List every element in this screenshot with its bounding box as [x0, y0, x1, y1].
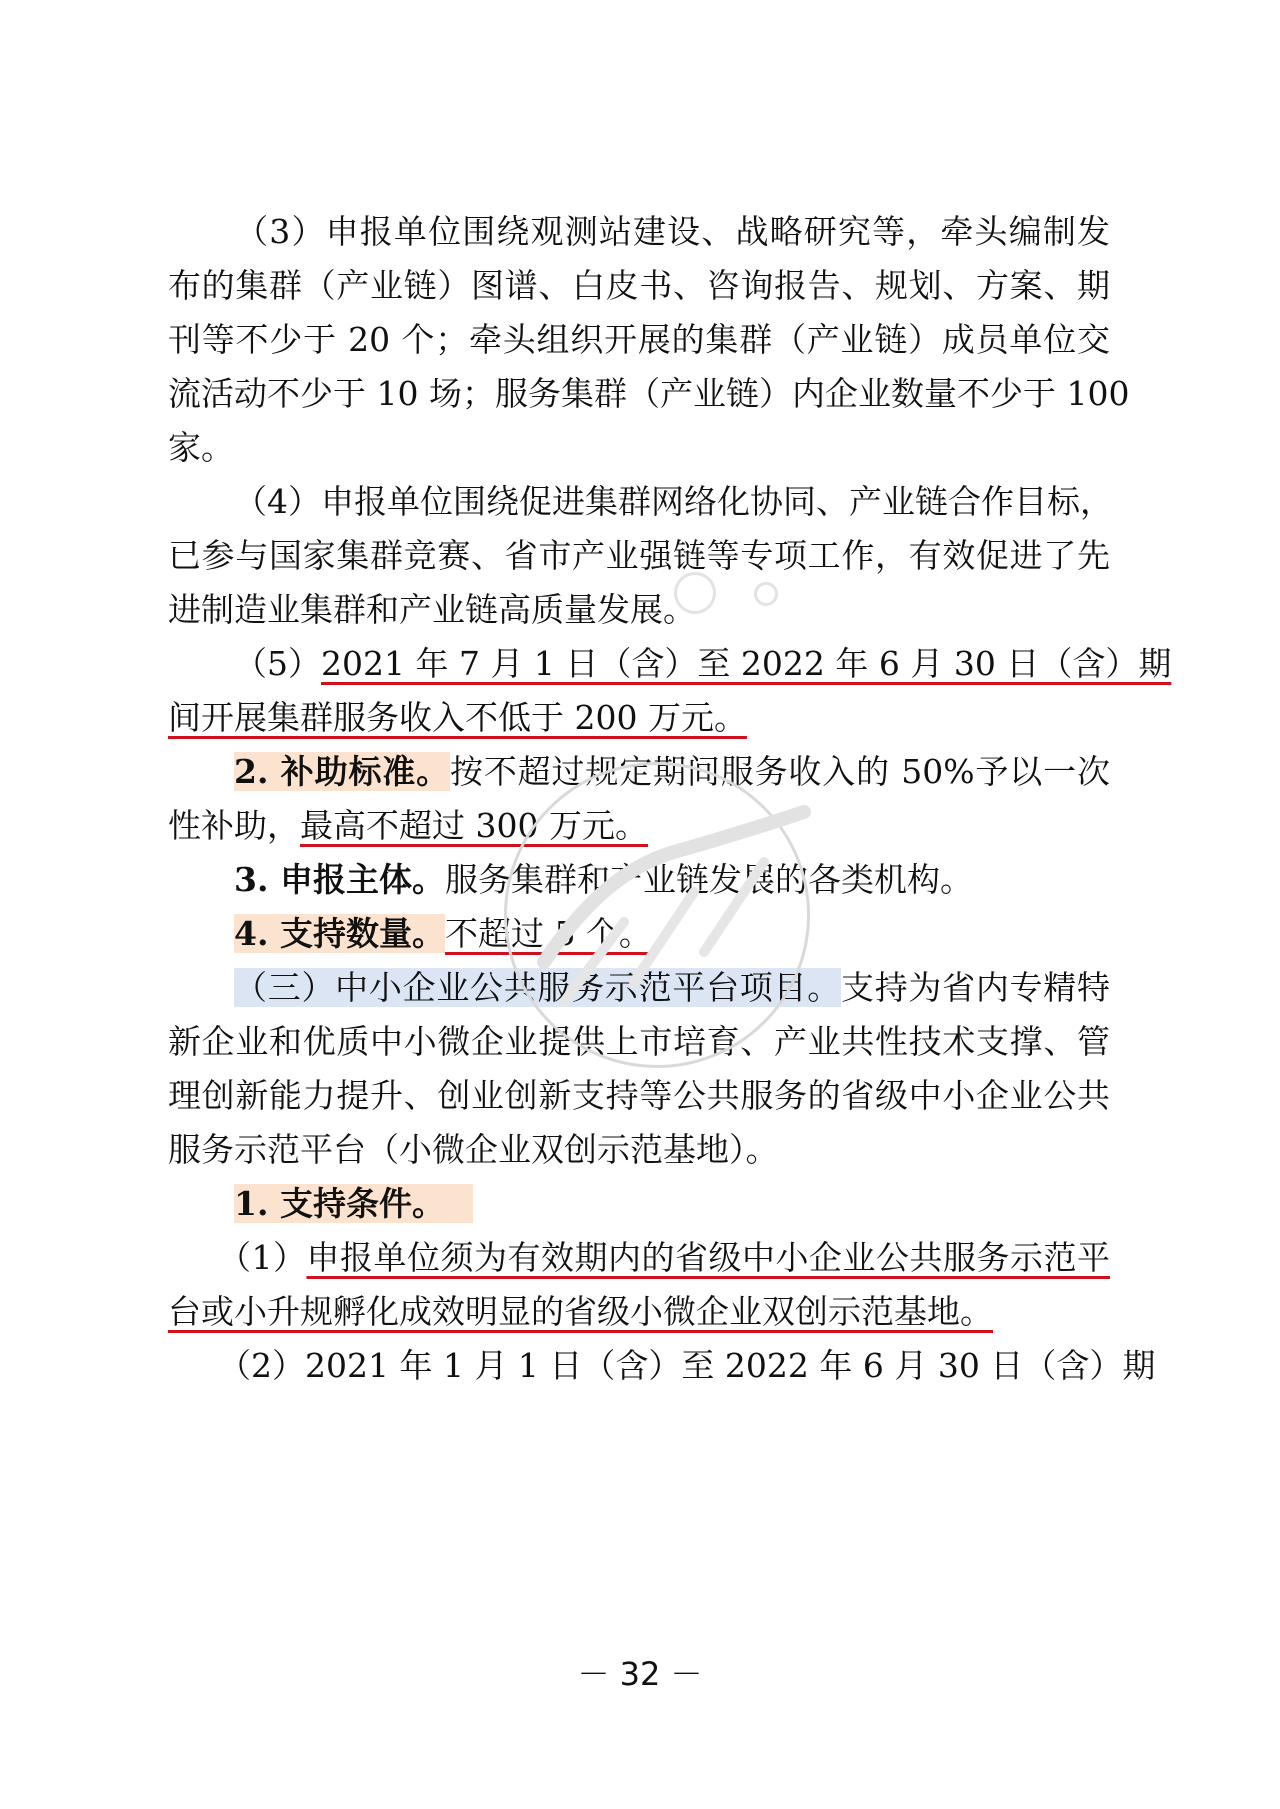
para3-line4: 流活动不少于 10 场；服务集群（产业链）内企业数量不少于 100: [168, 374, 1130, 413]
condition1-underlined-2: 台或小升规孵化成效明显的省级小微企业双创示范基地。: [168, 1292, 993, 1331]
section3-line1-rest: 支持为省内专精特: [840, 968, 1111, 1007]
para5-line1: [234, 641, 1172, 687]
para3-line3: 刊等不少于 20 个；牵头组织开展的集群（产业链）成员单位交: [168, 320, 1110, 359]
condition1-line2: [168, 1289, 993, 1335]
quantity-text: 不超过 5 个。: [444, 914, 652, 953]
section3-line1: [234, 965, 1110, 1011]
section3-line3: 理创新能力提升、创业创新支持等公共服务的省级中小企业公共: [168, 1076, 1110, 1115]
condition1-prefix: （1）: [218, 1238, 307, 1277]
section3-line2: 新企业和优质中小微企业提供上市培育、产业共性技术支撑、管: [168, 1022, 1110, 1061]
page-number: － 32 －: [577, 1655, 703, 1693]
subsidy-line2: [168, 803, 648, 849]
para3-line1: [168, 209, 1110, 255]
subsidy-line1: [234, 749, 1110, 795]
para3-line5: 家。: [168, 428, 234, 467]
section3-heading: （三）中小企业公共服务示范平台项目。: [234, 968, 841, 1007]
para3-line1-text: （3）申报单位围绕观测站建设、战略研究等，牵头编制发: [234, 212, 1110, 251]
quantity-line: [234, 911, 652, 957]
condition2-line1: （2）2021 年 1 月 1 日（含）至 2022 年 6 月 30 日（含）期: [218, 1346, 1156, 1385]
subsidy-text: 按不超过规定期间服务收入的 50%予以一次: [450, 752, 1110, 791]
condition1-underlined-1: 申报单位须为有效期内的省级中小企业公共服务示范平: [306, 1238, 1110, 1277]
quantity-label: 4. 支持数量。: [234, 914, 445, 953]
para4-line3: 进制造业集群和产业链高质量发展。: [168, 590, 696, 629]
para5-line2: [168, 695, 747, 741]
section3-line4: 服务示范平台（小微企业双创示范基地）。: [168, 1130, 779, 1169]
para5-underlined-income: 间开展集群服务收入不低于 200 万元。: [168, 698, 747, 737]
applicant-line: [234, 857, 973, 903]
para5-prefix: （5）: [234, 644, 321, 683]
condition1-line1: [218, 1235, 1110, 1281]
applicant-label: 3. 申报主体。: [234, 860, 445, 899]
para5-underlined-period: 2021 年 7 月 1 日（含）至 2022 年 6 月 30 日（含）期: [321, 644, 1172, 683]
subsidy-label: 2. 补助标准。: [234, 752, 450, 791]
para3-line2: 布的集群（产业链）图谱、白皮书、咨询报告、规划、方案、期: [168, 266, 1110, 305]
watermark-dot-small: [754, 582, 778, 606]
para4-line2: 已参与国家集群竞赛、省市产业强链等专项工作，有效促进了先: [168, 536, 1110, 575]
subsidy-max-amount: 最高不超过 300 万元。: [300, 806, 648, 845]
para4-line1: （4）申报单位围绕促进集群网络化协同、产业链合作目标，: [234, 482, 1113, 521]
conditions-label: 1. 支持条件。: [234, 1184, 473, 1223]
applicant-text: 服务集群和产业链发展的各类机构。: [444, 860, 973, 899]
subsidy-prefix: 性补助，: [168, 806, 300, 845]
conditions-line: [234, 1181, 473, 1227]
